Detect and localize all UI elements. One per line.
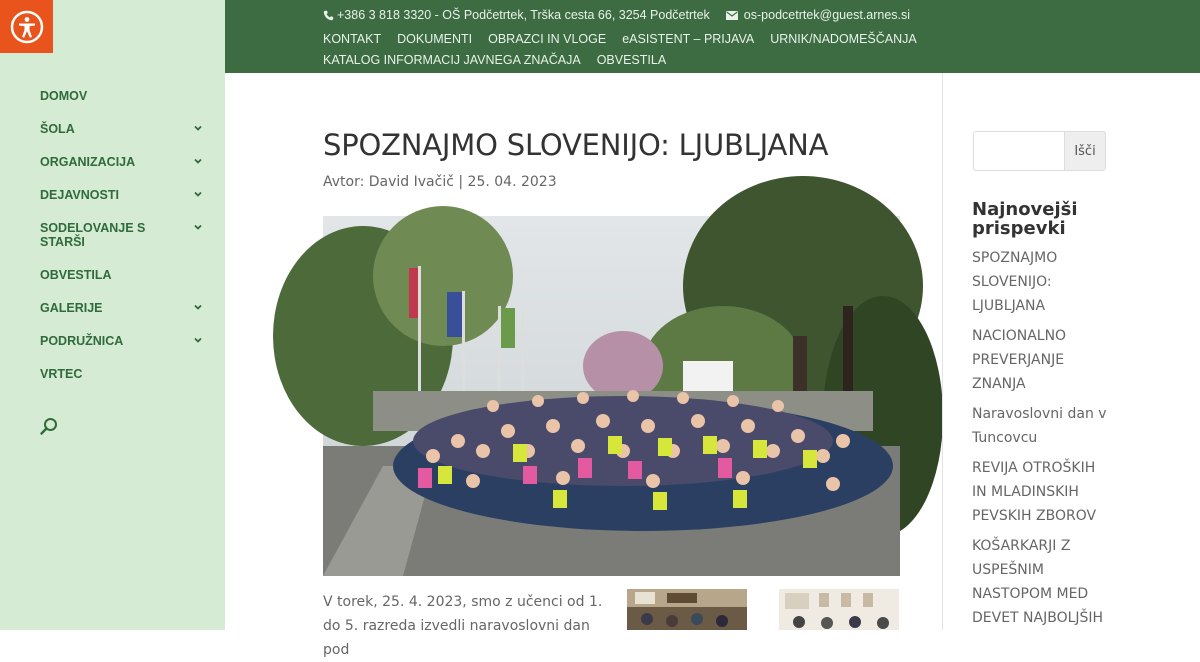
recent-post-link[interactable]: Naravoslovni dan v Tuncovcu (972, 406, 1107, 446)
sidebar-search-toggle[interactable] (40, 417, 58, 439)
sidebar-item-label: DEJAVNOSTI (40, 188, 119, 202)
phone-icon (323, 10, 334, 21)
sidebar-item-obvestila[interactable] (40, 268, 205, 282)
search-input[interactable] (973, 131, 1065, 171)
sidebar-item-label: ORGANIZACIJA (40, 155, 136, 169)
recent-post-link[interactable]: KOŠARKARJI Z USPEŠNIM NASTOPOM MED DEVET NAJBOLJŠIH (972, 538, 1104, 626)
email-text: os-podcetrtek@guest.arnes.si (743, 8, 911, 22)
top-nav-dokumenti[interactable]: DOKUMENTI (397, 32, 473, 46)
post-paragraph: V torek, 25. 4. 2023, smo z učenci od 1. do 5. razreda izvedli naravoslovni dan pod (323, 594, 603, 658)
top-nav-kontakt[interactable]: KONTAKT (323, 32, 382, 46)
sidebar-item-organizacija[interactable] (40, 155, 205, 169)
main-nav (40, 89, 205, 400)
sidebar-item-label: OBVESTILA (40, 268, 112, 282)
sidebar-item-vrtec[interactable] (40, 367, 205, 381)
chevron-down-icon[interactable] (193, 335, 203, 345)
group-photo (323, 216, 900, 576)
accessibility-icon (10, 10, 44, 44)
sidebar-item-label: ŠOLA (40, 122, 75, 136)
top-nav-obrazci[interactable]: OBRAZCI IN VLOGE (488, 32, 607, 46)
top-bar (225, 0, 1200, 73)
sidebar-item-podruznica[interactable] (40, 334, 205, 348)
sidebar-item-sola[interactable] (40, 122, 205, 136)
recent-post-link[interactable]: NACIONALNO PREVERJANJE ZNANJA (972, 328, 1067, 392)
top-nav-obvestila[interactable]: OBVESTILA (596, 53, 667, 67)
left-sidebar (0, 0, 225, 630)
recent-post-link[interactable]: SPOZNAJMO SLOVENIJO: LJUBLJANA (972, 250, 1058, 314)
sidebar-item-dejavnosti[interactable] (40, 188, 205, 202)
sidebar-item-label: DOMOV (40, 89, 88, 103)
top-nav-katalog[interactable]: KATALOG INFORMACIJ JAVNEGA ZNAČAJA (323, 53, 581, 67)
phone-info (323, 8, 710, 22)
chevron-down-icon[interactable] (193, 156, 203, 166)
thumbnail-image (779, 589, 899, 630)
page-title: SPOZNAJMO SLOVENIJO: LJUBLJANA (323, 128, 829, 162)
sidebar-item-sodelovanje[interactable] (40, 221, 205, 249)
sidebar-item-galerije[interactable] (40, 301, 205, 315)
sidebar-item-label: PODRUŽNICA (40, 334, 124, 348)
gallery-thumbnail[interactable] (779, 589, 899, 630)
search-icon (40, 417, 58, 435)
chevron-down-icon[interactable] (193, 123, 203, 133)
thumbnail-image (627, 589, 747, 630)
sidebar-item-label: VRTEC (40, 367, 83, 381)
top-nav-urnik[interactable]: URNIK/NADOMEŠČANJA (770, 32, 917, 46)
email-link[interactable] (726, 8, 910, 22)
phone-address-text: +386 3 818 3320 - OŠ Podčetrtek, Trška cesta 66, 3254 Podčetrtek (337, 8, 710, 22)
recent-posts-list (972, 246, 1112, 636)
search-button[interactable]: Išči (1064, 131, 1106, 171)
top-nav-easistent[interactable]: eASISTENT – PRIJAVA (622, 32, 755, 46)
chevron-down-icon[interactable] (193, 189, 203, 199)
featured-image[interactable] (323, 216, 900, 576)
recent-posts-title: Najnovejši prispevki (972, 199, 1078, 239)
accessibility-button[interactable] (0, 0, 53, 53)
sidebar-item-domov[interactable] (40, 89, 205, 103)
top-nav (323, 29, 943, 71)
chevron-down-icon[interactable] (193, 222, 203, 232)
sidebar-item-label: SODELOVANJE S STARŠI (40, 221, 146, 249)
chevron-down-icon[interactable] (193, 302, 203, 312)
envelope-icon (726, 11, 738, 20)
gallery-thumbnail[interactable] (627, 589, 747, 630)
recent-post-link[interactable]: REVIJA OTROŠKIH IN MLADINSKIH PEVSKIH ZBOROV (972, 460, 1097, 524)
contact-info (323, 8, 910, 22)
content-divider (942, 73, 943, 630)
sidebar-item-label: GALERIJE (40, 301, 103, 315)
post-meta: Avtor: David Ivačič | 25. 04. 2023 (323, 174, 557, 190)
